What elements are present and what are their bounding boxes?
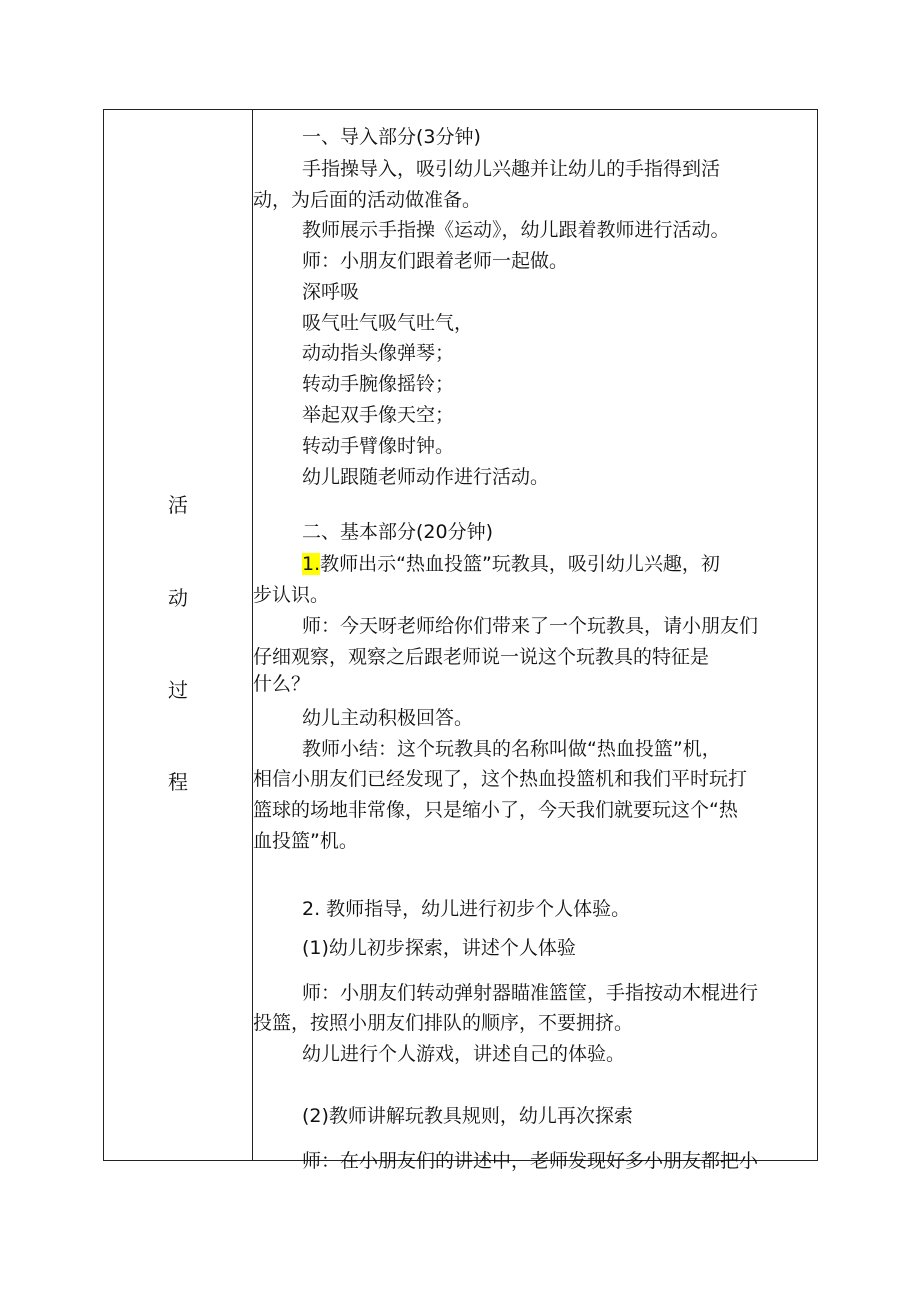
label-char-guo: 过 [168, 678, 188, 702]
rhyme-line: 转动手臂像时钟。 [302, 435, 455, 457]
intro-follow: 幼儿跟随老师动作进行活动。 [302, 466, 550, 488]
step2-sub2: (2)教师讲解玩教具规则，幼儿再次探索 [302, 1105, 633, 1127]
step1-teacher-line-1: 师：今天呀老师给你们带来了一个玩教具，请小朋友们 [302, 615, 759, 637]
step2-sub1: (1)幼儿初步探索，讲述个人体验 [302, 937, 576, 959]
step1-summary-line-4: 血投篮”机。 [253, 830, 358, 852]
label-char-dong: 动 [168, 586, 188, 610]
label-column [104, 110, 253, 1160]
lesson-table [103, 109, 818, 1172]
intro-desc-line-1: 手指操导入，吸引幼儿兴趣并让幼儿的手指得到活 [302, 158, 721, 180]
rhyme-line: 吸气吐气吸气吐气， [302, 312, 474, 334]
step1-line-1 [253, 551, 817, 577]
step1-teacher-line-2: 仔细观察，观察之后跟老师说一说这个玩教具的特征是 [253, 646, 710, 668]
rhyme-line: 动动指头像弹琴； [302, 342, 455, 364]
step1-summary-line-2: 相信小朋友们已经发现了，这个热血投篮机和我们平时玩打 [253, 768, 748, 790]
step2-cut-line: 师：在小朋友们的讲述中，老师发现好多小朋友都把小 [302, 1150, 759, 1172]
content-column [253, 110, 817, 1172]
intro-desc-line-2: 动，为后面的活动做准备。 [253, 189, 482, 211]
step1-text: 教师出示“热血投篮”玩教具，吸引幼儿兴趣，初 [320, 553, 720, 575]
step1-summary-line-3: 篮球的场地非常像，只是缩小了，今天我们就要玩这个“热 [253, 799, 738, 821]
intro-teacher: 师：小朋友们跟着老师一起做。 [302, 250, 569, 272]
step1-answer: 幼儿主动积极回答。 [302, 707, 474, 729]
intro-show: 教师展示手指操《运动》，幼儿跟着教师进行活动。 [302, 219, 730, 241]
rhyme-line: 举起双手像天空； [302, 404, 455, 426]
label-char-huo: 活 [168, 493, 188, 517]
step2-play: 幼儿进行个人游戏，讲述自己的体验。 [302, 1043, 626, 1065]
step1-line-2: 步认识。 [253, 584, 330, 606]
step2-teacher-line-1: 师：小朋友们转动弹射器瞄准篮筐，手指按动木棍进行 [302, 982, 759, 1004]
intro-heading: 一、导入部分(3分钟) [302, 126, 481, 148]
label-char-cheng: 程 [168, 770, 188, 794]
basic-heading: 二、基本部分(20分钟) [302, 521, 494, 543]
step2-teacher-line-2: 投篮，按照小朋友们排队的顺序，不要拥挤。 [253, 1012, 634, 1034]
rhyme-line: 深呼吸 [302, 281, 360, 303]
rhyme-line: 转动手腕像摇铃； [302, 373, 455, 395]
step1-teacher-line-3: 什么？ [253, 673, 311, 695]
step1-summary-line-1: 教师小结：这个玩教具的名称叫做“热血投篮”机， [302, 738, 721, 760]
step1-number-highlight: 1. [302, 553, 321, 575]
step2-heading: 2. 教师指导，幼儿进行初步个人体验。 [302, 898, 631, 920]
